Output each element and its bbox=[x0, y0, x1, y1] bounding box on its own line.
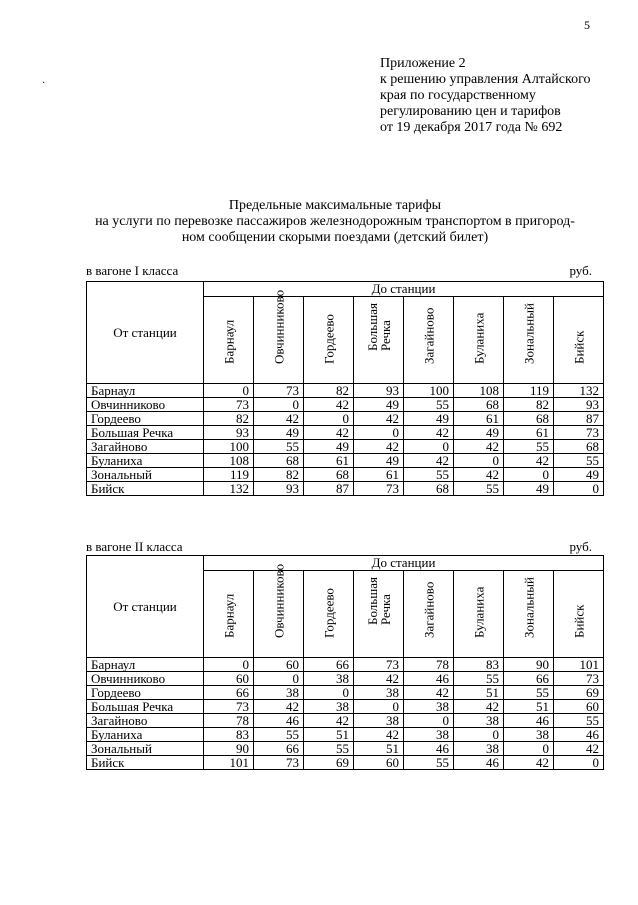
title-line: ном сообщении скорыми поездами (детский билет) bbox=[181, 230, 489, 245]
column-header-label bbox=[422, 582, 435, 638]
tariff-value-cell: 0 bbox=[404, 440, 454, 454]
column-header-line: Бийск bbox=[571, 604, 586, 638]
tariff-value-cell: 55 bbox=[504, 440, 554, 454]
tariff-value-cell: 42 bbox=[304, 398, 354, 412]
tariff-value-cell: 68 bbox=[454, 398, 504, 412]
row-station-name: Гордеево bbox=[87, 686, 204, 700]
column-header-label bbox=[366, 577, 392, 625]
tariff-value-cell: 49 bbox=[354, 454, 404, 468]
tariff-value-cell: 73 bbox=[554, 426, 604, 440]
column-header bbox=[454, 297, 504, 384]
table-row bbox=[87, 398, 604, 412]
tariff-value-cell: 42 bbox=[454, 440, 504, 454]
class-label: в вагоне I класса bbox=[86, 263, 179, 278]
column-header-label bbox=[522, 577, 535, 638]
appendix-line: Приложение 2 bbox=[380, 56, 466, 71]
tariff-value-cell: 119 bbox=[204, 468, 254, 482]
tariff-value-cell: 60 bbox=[354, 756, 404, 770]
tariff-value-cell: 38 bbox=[504, 728, 554, 742]
column-header-label bbox=[222, 320, 235, 364]
tariff-value-cell: 38 bbox=[354, 686, 404, 700]
tariff-value-cell: 55 bbox=[304, 742, 354, 756]
tariff-value-cell: 132 bbox=[554, 384, 604, 398]
column-header-label bbox=[272, 564, 285, 638]
column-header bbox=[354, 571, 404, 658]
tariff-value-cell: 0 bbox=[504, 742, 554, 756]
to-station-header: До станции bbox=[204, 282, 604, 297]
row-station-name: Зональный bbox=[87, 742, 204, 756]
title-line: на услуги по перевозке пассажиров железнодорожным транспортом в пригород- bbox=[95, 214, 575, 229]
from-station-header: От станции bbox=[87, 556, 204, 658]
row-station-name: Барнаул bbox=[87, 384, 204, 398]
currency-unit: руб. bbox=[569, 539, 592, 554]
tariff-value-cell: 55 bbox=[404, 756, 454, 770]
row-station-name: Буланиха bbox=[87, 728, 204, 742]
tariff-value-cell: 42 bbox=[254, 412, 304, 426]
tariff-value-cell: 0 bbox=[554, 756, 604, 770]
column-header-line: Овчинниково bbox=[271, 289, 286, 364]
row-station-name: Гордеево bbox=[87, 412, 204, 426]
tariff-table-class-1 bbox=[86, 281, 604, 496]
tariff-value-cell: 42 bbox=[504, 454, 554, 468]
table-row bbox=[87, 384, 604, 398]
tariff-value-cell: 55 bbox=[454, 482, 504, 496]
table-row bbox=[87, 454, 604, 468]
tariff-value-cell: 0 bbox=[454, 728, 504, 742]
row-station-name: Большая Речка bbox=[87, 426, 204, 440]
row-station-name: Загайново bbox=[87, 714, 204, 728]
tariff-value-cell: 49 bbox=[454, 426, 504, 440]
tariff-value-cell: 38 bbox=[354, 714, 404, 728]
tariff-value-cell: 90 bbox=[204, 742, 254, 756]
tariff-value-cell: 0 bbox=[504, 468, 554, 482]
tariff-value-cell: 42 bbox=[404, 426, 454, 440]
column-header-line: Загайново bbox=[421, 307, 436, 364]
column-header-label bbox=[572, 605, 585, 638]
column-header bbox=[204, 571, 254, 658]
table-row bbox=[87, 440, 604, 454]
tariff-value-cell: 60 bbox=[254, 658, 304, 672]
tariff-value-cell: 49 bbox=[554, 468, 604, 482]
tariff-value-cell: 73 bbox=[254, 384, 304, 398]
tariff-value-cell: 66 bbox=[304, 658, 354, 672]
row-station-name: Загайново bbox=[87, 440, 204, 454]
tariff-value-cell: 68 bbox=[254, 454, 304, 468]
table-row bbox=[87, 686, 604, 700]
tariff-value-cell: 73 bbox=[254, 756, 304, 770]
tariff-value-cell: 55 bbox=[404, 468, 454, 482]
tariff-value-cell: 69 bbox=[554, 686, 604, 700]
tariff-value-cell: 73 bbox=[204, 398, 254, 412]
tariff-value-cell: 68 bbox=[304, 468, 354, 482]
table-row bbox=[87, 672, 604, 686]
column-header bbox=[554, 297, 604, 384]
tariff-value-cell: 87 bbox=[554, 412, 604, 426]
tariff-value-cell: 42 bbox=[504, 756, 554, 770]
tariff-value-cell: 108 bbox=[454, 384, 504, 398]
tariff-value-cell: 51 bbox=[304, 728, 354, 742]
table-row bbox=[87, 468, 604, 482]
appendix-line: регулированию цен и тарифов bbox=[380, 104, 561, 119]
tariff-value-cell: 100 bbox=[404, 384, 454, 398]
tariff-value-cell: 61 bbox=[304, 454, 354, 468]
column-header-line: Большая bbox=[364, 577, 380, 625]
tariff-value-cell: 49 bbox=[254, 426, 304, 440]
tariff-value-cell: 73 bbox=[554, 672, 604, 686]
tariff-value-cell: 90 bbox=[504, 658, 554, 672]
tariff-value-cell: 42 bbox=[304, 714, 354, 728]
tariff-value-cell: 61 bbox=[454, 412, 504, 426]
tariff-value-cell: 73 bbox=[204, 700, 254, 714]
tariff-value-cell: 46 bbox=[404, 742, 454, 756]
tariff-value-cell: 61 bbox=[504, 426, 554, 440]
column-header-label bbox=[222, 594, 235, 638]
tariff-value-cell: 46 bbox=[404, 672, 454, 686]
tariff-value-cell: 38 bbox=[404, 700, 454, 714]
tariff-value-cell: 38 bbox=[404, 728, 454, 742]
row-station-name: Барнаул bbox=[87, 658, 204, 672]
tariff-value-cell: 42 bbox=[354, 440, 404, 454]
tariff-value-cell: 42 bbox=[454, 468, 504, 482]
tariff-value-cell: 82 bbox=[504, 398, 554, 412]
tariff-value-cell: 55 bbox=[254, 440, 304, 454]
tariff-value-cell: 132 bbox=[204, 482, 254, 496]
tariff-value-cell: 83 bbox=[454, 658, 504, 672]
tariff-value-cell: 68 bbox=[404, 482, 454, 496]
tariff-value-cell: 0 bbox=[254, 398, 304, 412]
column-header-label bbox=[472, 313, 485, 364]
tariff-value-cell: 0 bbox=[254, 672, 304, 686]
column-header bbox=[454, 571, 504, 658]
from-station-header: От станции bbox=[87, 282, 204, 384]
tariff-value-cell: 101 bbox=[554, 658, 604, 672]
tariff-value-cell: 82 bbox=[254, 468, 304, 482]
column-header-label bbox=[422, 308, 435, 364]
column-header bbox=[254, 563, 304, 658]
tariff-value-cell: 108 bbox=[204, 454, 254, 468]
table-2-caption bbox=[86, 539, 592, 555]
table-1-caption bbox=[86, 263, 592, 279]
tariff-value-cell: 49 bbox=[304, 440, 354, 454]
table-row bbox=[87, 742, 604, 756]
tariff-value-cell: 82 bbox=[304, 384, 354, 398]
column-header bbox=[304, 571, 354, 658]
table-row bbox=[87, 700, 604, 714]
tariff-value-cell: 100 bbox=[204, 440, 254, 454]
tariff-value-cell: 38 bbox=[254, 686, 304, 700]
column-header bbox=[404, 297, 454, 384]
column-header-line: Загайново bbox=[421, 581, 436, 638]
tariff-value-cell: 42 bbox=[354, 728, 404, 742]
tariff-value-cell: 49 bbox=[404, 412, 454, 426]
tariff-value-cell: 42 bbox=[404, 686, 454, 700]
row-station-name: Овчинниково bbox=[87, 398, 204, 412]
column-header-line: Речка bbox=[377, 594, 393, 625]
column-header-line: Зональный bbox=[521, 577, 536, 638]
tariff-value-cell: 73 bbox=[354, 658, 404, 672]
tariff-value-cell: 78 bbox=[204, 714, 254, 728]
column-header bbox=[504, 297, 554, 384]
tariff-value-cell: 51 bbox=[454, 686, 504, 700]
column-header bbox=[504, 571, 554, 658]
tariff-value-cell: 55 bbox=[454, 672, 504, 686]
tariff-value-cell: 42 bbox=[404, 454, 454, 468]
tariff-value-cell: 69 bbox=[304, 756, 354, 770]
column-header-label bbox=[322, 588, 335, 638]
tariff-value-cell: 0 bbox=[304, 412, 354, 426]
tariff-value-cell: 119 bbox=[504, 384, 554, 398]
tariff-value-cell: 38 bbox=[454, 714, 504, 728]
tariff-value-cell: 49 bbox=[504, 482, 554, 496]
row-station-name: Зональный bbox=[87, 468, 204, 482]
table-row bbox=[87, 482, 604, 496]
column-header-label bbox=[472, 587, 485, 638]
tariff-value-cell: 51 bbox=[504, 700, 554, 714]
column-header-line: Гордеево bbox=[321, 588, 336, 638]
tariff-value-cell: 42 bbox=[554, 742, 604, 756]
column-header-line: Буланиха bbox=[471, 586, 486, 638]
currency-unit: руб. bbox=[569, 263, 592, 278]
tariff-value-cell: 66 bbox=[254, 742, 304, 756]
column-header-line: Буланиха bbox=[471, 312, 486, 364]
tariff-value-cell: 38 bbox=[304, 672, 354, 686]
appendix-line: края по государственному bbox=[380, 88, 536, 103]
row-station-name: Бийск bbox=[87, 482, 204, 496]
tariff-value-cell: 73 bbox=[354, 482, 404, 496]
row-station-name: Буланиха bbox=[87, 454, 204, 468]
tariff-value-cell: 93 bbox=[354, 384, 404, 398]
column-header bbox=[254, 289, 304, 384]
appendix-line: от 19 декабря 2017 года № 692 bbox=[380, 120, 563, 135]
tariff-value-cell: 55 bbox=[404, 398, 454, 412]
tariff-value-cell: 68 bbox=[504, 412, 554, 426]
tariff-value-cell: 0 bbox=[404, 714, 454, 728]
column-header-line: Барнаул bbox=[221, 593, 236, 638]
tariff-value-cell: 93 bbox=[254, 482, 304, 496]
tariff-value-cell: 0 bbox=[554, 482, 604, 496]
tariff-value-cell: 66 bbox=[204, 686, 254, 700]
tariff-value-cell: 93 bbox=[554, 398, 604, 412]
appendix-line: к решению управления Алтайского bbox=[380, 72, 591, 87]
tariff-value-cell: 38 bbox=[304, 700, 354, 714]
column-header bbox=[304, 297, 354, 384]
appendix-block bbox=[380, 56, 630, 136]
column-header-label bbox=[322, 314, 335, 364]
tariff-value-cell: 66 bbox=[504, 672, 554, 686]
row-station-name: Бийск bbox=[87, 756, 204, 770]
document-title bbox=[60, 198, 610, 246]
tariff-value-cell: 42 bbox=[354, 672, 404, 686]
tariff-value-cell: 61 bbox=[354, 468, 404, 482]
row-station-name: Овчинниково bbox=[87, 672, 204, 686]
table-row bbox=[87, 756, 604, 770]
title-line: Предельные максимальные тарифы bbox=[228, 198, 442, 213]
tariff-value-cell: 46 bbox=[454, 756, 504, 770]
tariff-value-cell: 78 bbox=[404, 658, 454, 672]
column-header-line: Овчинниково bbox=[271, 563, 286, 638]
table-row bbox=[87, 426, 604, 440]
column-header-label bbox=[272, 290, 285, 364]
row-station-name: Большая Речка bbox=[87, 700, 204, 714]
tariff-value-cell: 0 bbox=[354, 426, 404, 440]
column-header-label bbox=[366, 303, 392, 351]
tariff-value-cell: 87 bbox=[304, 482, 354, 496]
column-header-line: Гордеево bbox=[321, 314, 336, 364]
column-header-label bbox=[522, 303, 535, 364]
tariff-value-cell: 55 bbox=[504, 686, 554, 700]
to-station-header: До станции bbox=[204, 556, 604, 571]
tariff-value-cell: 46 bbox=[254, 714, 304, 728]
tariff-value-cell: 60 bbox=[554, 700, 604, 714]
column-header-line: Речка bbox=[377, 320, 393, 351]
tariff-value-cell: 0 bbox=[454, 454, 504, 468]
tariff-value-cell: 51 bbox=[354, 742, 404, 756]
stray-mark: · bbox=[42, 78, 46, 89]
column-header-line: Зональный bbox=[521, 303, 536, 364]
tariff-value-cell: 55 bbox=[554, 714, 604, 728]
tariff-value-cell: 46 bbox=[504, 714, 554, 728]
table-row bbox=[87, 714, 604, 728]
tariff-value-cell: 49 bbox=[354, 398, 404, 412]
column-header-label bbox=[572, 331, 585, 364]
tariff-value-cell: 0 bbox=[354, 700, 404, 714]
page-number: 5 bbox=[584, 18, 590, 32]
table-row bbox=[87, 658, 604, 672]
tariff-value-cell: 83 bbox=[204, 728, 254, 742]
tariff-value-cell: 38 bbox=[454, 742, 504, 756]
column-header bbox=[204, 297, 254, 384]
column-header bbox=[354, 297, 404, 384]
tariff-value-cell: 60 bbox=[204, 672, 254, 686]
column-header-line: Большая bbox=[364, 303, 380, 351]
column-header-line: Барнаул bbox=[221, 319, 236, 364]
tariff-value-cell: 42 bbox=[304, 426, 354, 440]
tariff-value-cell: 42 bbox=[454, 700, 504, 714]
tariff-value-cell: 93 bbox=[204, 426, 254, 440]
tariff-table-class-2 bbox=[86, 555, 604, 770]
tariff-value-cell: 42 bbox=[254, 700, 304, 714]
column-header-line: Бийск bbox=[571, 330, 586, 364]
column-header bbox=[404, 571, 454, 658]
tariff-value-cell: 55 bbox=[254, 728, 304, 742]
tariff-value-cell: 0 bbox=[204, 658, 254, 672]
tariff-value-cell: 0 bbox=[204, 384, 254, 398]
tariff-value-cell: 101 bbox=[204, 756, 254, 770]
table-row bbox=[87, 412, 604, 426]
tariff-value-cell: 42 bbox=[354, 412, 404, 426]
tariff-value-cell: 55 bbox=[554, 454, 604, 468]
tariff-value-cell: 46 bbox=[554, 728, 604, 742]
tariff-value-cell: 0 bbox=[304, 686, 354, 700]
class-label: в вагоне II класса bbox=[86, 539, 183, 554]
column-header bbox=[554, 571, 604, 658]
tariff-value-cell: 82 bbox=[204, 412, 254, 426]
tariff-value-cell: 68 bbox=[554, 440, 604, 454]
table-row bbox=[87, 728, 604, 742]
